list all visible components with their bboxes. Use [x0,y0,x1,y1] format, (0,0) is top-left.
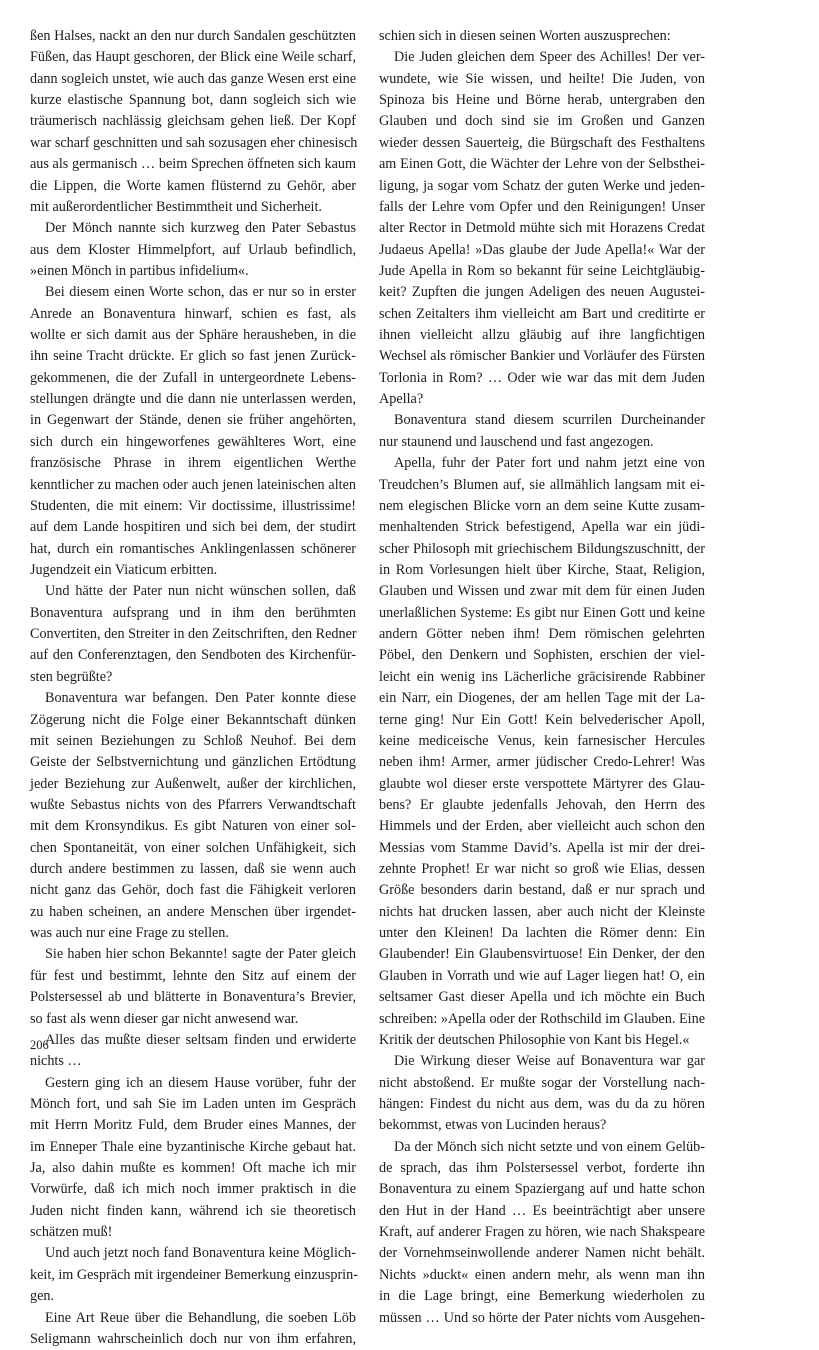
text-line: mit seinen Beziehungen zu Schloß Neuhof. Bei dem [30,732,356,749]
text-line: schien sich in diesen seinen Worten auszusprechen: [379,28,671,44]
text-line: Glauben und doch sind sie im Großen und Ganzen [379,113,705,130]
text-line: Da der Mönch sich nicht setzte und von einem Gelüb- [394,1138,705,1155]
text-line: keit, im Gespräch mit irgendeiner Bemerkung einzusprin- [30,1266,358,1283]
text-line: Bonaventura war befangen. Den Pater konnte diese [45,690,356,707]
text-line: nem elegischen Blicke vorn an dem seine Kutte zusam- [379,497,705,514]
text-line: müssen … Und so hörte der Pater nichts vom Ausgehen- [379,1309,705,1326]
text-line: scher Philosoph mit griechischem Bildungszuschnitt, der [379,540,705,557]
text-line: jeder Beziehung zur Außenwelt, außer der kirchlichen, [30,775,356,792]
text-line: wieder dessen Sauerteig, die Bürgschaft des Festhaltens [379,134,705,151]
text-line: keit? Zupften die jungen Adeligen des neuen Augustei- [379,284,705,301]
text-line: Alles das mußte dieser seltsam finden und erwiderte [45,1031,356,1048]
text-line: aus dem Kloster Himmelpfort, auf Urlaub befindlich, [30,241,356,258]
text-line: war scharf geschnitten und sah sozusagen eher chinesisch [30,134,358,151]
text-line: unter den Kleinen! Da lachten die Römer denn: Ein [379,925,705,942]
text-line: nicht abstoßend. Er mußte sogar der Vorstellung nach- [379,1074,705,1091]
text-line: gekommenen, die der Zufall in untergeordnete Lebens- [30,369,356,386]
text-line: bekommst, etwas von Lucinden heraus? [379,1117,607,1134]
text-line: Apella? [379,391,424,408]
text-line: leicht ein wenig ins Lächerliche grācisirende Rabbiner [379,668,705,685]
text-line: hängen: Findest du nicht aus dem, was du da zu hören [379,1095,705,1112]
text-line: Convertiten, den Streiter in den Zeitschriften, den Redner [30,626,357,643]
text-line: Judaeus Apella! »Das glaube der Jude Apella!« War der [379,241,705,258]
text-line: andern Götter neben ihm! Dem römischen gelehrten [379,626,705,643]
right-column [379,26,705,1329]
text-line: schätzen muß! [30,1224,113,1241]
text-line: zu haben scheinen, an andere Menschen über irgendet- [30,903,356,920]
text-line: Bonaventura zu einem Spaziergang auf und hatte schon [379,1181,705,1198]
text-line: Studenten, die mit einem: Vir doctissime, illustrissime! [30,497,356,514]
text-line: Glauben und Wissen und zwar mit dem für einen Juden [379,583,705,600]
text-line: chen Spontaneität, von einer solchen Unfähigkeit, sich [30,839,356,856]
text-line: neben ihm! Armer, armer jüdischer Credo-Lehrer! Was [379,754,705,771]
text-line: glaubte wol dieser erste verspottete Märtyrer des Glau- [379,775,705,792]
text-line: Jude Apella in Rom so bekannt für seine Leichtgläubig- [379,262,705,279]
text-line: Wechsel als römischer Bankier und Vorläufer des Fürsten [379,348,705,365]
text-line: Bonaventura stand diesem scurrilen Durcheinander [394,412,705,429]
text-line: schreiben: »Apella oder der Rothschild im Glauben. Eine [379,1010,705,1027]
text-line: gen. [30,1288,55,1305]
text-line: Kritik der deutschen Philosophie von Kant bis Hegel.« [379,1031,690,1048]
text-line: kurze elastische Spannung bot, dann sogleich sich wie [30,92,356,109]
text-line: die Lippen, die Worte kamen flüsternd zu Gehör, aber [30,177,356,194]
text-line: sten begrüßte? [30,668,113,685]
text-line: Bei diesem einen Worte schon, das er nur so in erster [45,284,356,301]
text-line: Messias vom Stamme David’s. Apella ist mir der drei- [379,839,705,856]
text-line: terne ging! Nur Ein Gott! Kein belvederischer Apoll, [379,711,705,728]
text-line: Die Juden gleichen dem Speer des Achilles! Der ver- [394,49,705,66]
text-line: Vorwürfe, daß ich mich noch immer praktisch in die [30,1181,356,1198]
text-line: in die Lage bringt, eine Bemerkung wiederholen zu [379,1288,705,1305]
text-line: Mönch fort, und sah Sie im Laden unten im Gespräch [30,1095,356,1112]
text-line: seltsamer Gast dieser Apella und ich möchte ein Buch [379,989,705,1006]
text-line: zehnte Prophet! Er war nicht so groß wie Elias, dessen [379,861,705,878]
text-line: Apella, fuhr der Pater fort und nahm jetzt eine von [394,455,705,472]
page-number: 206 [30,1038,49,1052]
text-line: nur staunend und lauschend und fast angezogen. [379,433,654,450]
text-line: auf dem Lande hospitiren und sich bei dem, der studirt [30,519,356,536]
text-line: schen Zeitalters ihm vielleicht am Bart und creditirte er [379,305,705,322]
text-line: Pöbel, den Denkern und Sophisten, erschien der viel- [379,647,705,664]
text-line: was auch nur eine Frage zu stellen. [30,925,229,942]
text-line: Sie haben hier schon Bekannte! sagte der Pater gleich [45,946,356,963]
text-line: bens? Er glaubte jedenfalls Jehovah, den Herrn des [379,796,705,813]
text-line: durch andere bestimmen zu lassen, daß sie wenn auch [30,861,356,878]
text-line: stellungen drängte und die dann nie unterlassen werden, [30,391,356,408]
text-line: Bonaventura aufsprang und in ihm den berühmten [30,604,356,621]
text-line: kenntlicher zu machen oder auch jenen lateinischen alten [30,476,356,493]
text-line: nicht ganz das Gehör, doch fast die Fähigkeit verloren [30,882,356,899]
text-line: keine mediceische Venus, kein farnesischer Hercules [379,732,705,749]
text-line: Treudchen’s Blumen auf, sie allmählich langsam mit ei- [379,476,705,493]
text-line: sich durch ein hingeworfenes gewählteres Wort, eine [30,433,356,450]
text-line: Zögerung nicht die Folge einer Bekanntschaft dünken [30,711,356,728]
text-line: Glaubender! Ein Glaubensvirtuose! Ein Denker, der den [379,946,705,963]
text-line: Glauben in Vorrath und wie auf Lager liegen hat! O, ein [379,967,705,984]
text-line: Torlonia in Rom? … Oder wie war das mit dem Juden [379,369,705,386]
text-line: Und auch jetzt noch fand Bonaventura keine Möglich- [45,1245,356,1262]
text-line: Kraft, auf anderer Fragen zu hören, wie nach Shakspeare [379,1224,705,1241]
text-line: Gestern ging ich an diesem Hause vorüber, fuhr der [45,1074,356,1091]
left-column [30,26,356,1350]
text-line: nichts hat drucken lassen, aber auch nicht der Kleinste [379,903,705,920]
text-line: ßen Halses, nackt an den nur durch Sandalen geschützten [30,28,356,44]
text-line: ein Narr, ein Diogenes, der am hellen Tage mit der La- [379,690,705,707]
text-line: Nichts »duckt« einen andern mehr, als wenn man ihn [379,1266,705,1283]
text-line: im Enneper Thale eine byzantinische Kirche gebaut hat. [30,1138,356,1155]
text-line: alter Rector in Detmold mühte sich mit Horazens Credat [379,220,705,237]
text-line: menhaltenden Strick befestigend, Apella war ein jüdi- [379,519,705,536]
text-line: Geiste der Selbstvernichtung und gänzlichen Ertödtung [30,754,356,771]
text-line: Juden nicht finden kann, während ich sie theoretisch [30,1202,356,1219]
text-line: Größe besonders darin bestand, daß er nur sprach und [379,882,705,899]
text-line: den Hut in der Hand … Es beeinträchtigt aber unsere [379,1202,705,1219]
text-line: Polstersessel ab und blätterte in Bonaventura’s Brevier, [30,989,356,1006]
text-line: Jugendzeit ein Viaticum erbitten. [30,561,218,578]
text-line: Ja, also dahin mußte es kommen! Oft mache ich mir [30,1160,356,1177]
text-line: Anrede an Bonaventura hinwarf, schien es fast, als [30,305,356,322]
text-line: mit dem Kronsyndikus. Es gibt Naturen von einer sol- [30,818,356,835]
text-line: de sprach, das ihm Polstersessel verbot, forderte ihn [379,1160,705,1177]
text-line: Seligmann wahrscheinlich doch nur von ihm erfahren, [30,1330,356,1347]
text-line: mit außerordentlicher Bestimmtheit und Sicherheit. [30,198,322,215]
text-line: wundete, wie Sie wissen, und heilte! Die Juden, von [379,70,705,87]
text-line: aus als germanisch … beim Sprechen öffneten sich kaum [30,156,356,173]
text-line: für fest und bestimmt, lehnte den Sitz auf einem der [30,967,356,984]
text-line: Die Wirkung dieser Weise auf Bonaventura war gar [394,1053,705,1070]
text-line: Himmels und der Erden, aber vielleicht auch schon den [379,818,705,835]
text-line: ihnen vielleicht allzu gläubig auf ihre langfichtigen [379,327,705,344]
text-line: Eine Art Reue über die Behandlung, die soeben Löb [45,1309,356,1326]
text-line: nichts … [30,1053,82,1070]
text-line: hat, durch ein romantisches Anklingenlassen schönerer [30,540,356,557]
text-line: französische Phrase in ihrem eigentlichen Werthe [30,455,356,472]
text-line: dann sogleich unstet, wie auch das ganze Wesen erst eine [30,70,356,87]
text-line: so fast als wenn dieser gar nicht anwesend war. [30,1010,299,1027]
text-line: am Einen Gott, die Wächter der Lehre von der Selbsthei- [379,156,705,173]
text-line: Spinoza bis Heine und Börne herab, untergraben den [379,92,705,109]
text-line: in Gegenwart der Stände, denen sie früher angehörten, [30,412,356,429]
text-line: träumerisch nachlässig gleichsam gehen ließ. Der Kopf [30,113,356,130]
text-line: Füßen, das Haupt geschoren, der Blick eine Weile scharf, [30,49,356,66]
text-line: unerlaßlichen Systeme: Es gibt nur Einen Gott und keine [379,604,705,621]
text-line: auf den Conferenztagen, den Sendboten des Kirchenfür- [30,647,356,664]
text-line: Der Mönch nannte sich kurzweg den Pater Sebastus [45,220,356,237]
text-line: wollte er sich damit aus der Sphäre herausheben, in die [30,327,356,344]
text-line: ligung, ja sogar vom Schatz der guten Werke und jeden- [379,177,705,194]
text-line: »einen Mönch in partibus infidelium«. [30,262,249,279]
text-line: der Vornehmseinwollende anderer Namen nicht behält. [379,1245,705,1262]
text-line: mit Herrn Moritz Fuld, dem Bruder eines Mannes, der [30,1117,356,1134]
text-line: in Rom Vorlesungen hielt über Kirche, Staat, Religion, [379,561,705,578]
text-line: Und hätte der Pater nun nicht wünschen sollen, daß [45,583,356,600]
text-line: ihn seine Tracht drückte. Er glich so fast jenen Zurück- [30,348,356,365]
text-line: wußte Sebastus nichts von des Pfarrers Verwandtschaft [30,796,356,813]
text-line: falls der Lehre vom Opfer und den Reinigungen! Unser [379,198,705,215]
